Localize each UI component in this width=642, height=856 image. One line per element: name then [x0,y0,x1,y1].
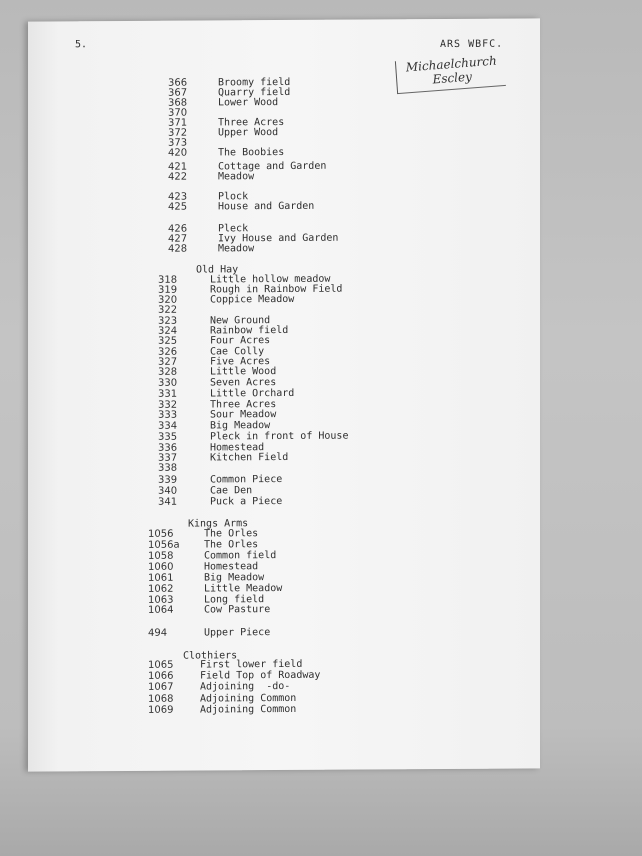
field-name: Three Acres [218,116,285,129]
field-number: 340 [158,485,178,497]
field-name: Cae Colly [210,346,265,358]
field-name: Rainbow field [210,324,289,337]
field-name: Quarry field [218,86,291,99]
field-number: 319 [158,284,178,296]
handwritten-annotation [395,53,509,97]
field-name: House and Garden [218,200,315,213]
field-number: 338 [158,462,178,474]
field-number: 368 [168,97,188,109]
field-number: 422 [168,171,188,183]
field-name: Plock [218,191,249,203]
document-page [28,18,540,771]
field-name: Adjoining Common [200,703,297,716]
field-name: Little hollow meadow [210,273,331,286]
field-number: 320 [158,294,178,306]
field-number: 426 [168,223,188,235]
field-number: 327 [158,356,178,368]
field-number: 366 [168,77,188,89]
field-name: Common Piece [210,474,283,486]
field-name: Seven Acres [210,377,277,389]
field-number: 1065 [148,659,174,671]
field-number: 1062 [148,583,174,595]
field-name: Field Top of Roadway [200,669,321,682]
field-number: 334 [158,420,178,432]
field-number: 367 [168,87,188,99]
field-name: First lower field [200,658,303,671]
field-name: Pleck [218,223,249,235]
field-name: Three Acres [210,399,277,411]
field-number: 420 [168,147,188,159]
field-name: Rough in Rainbow Field [210,283,343,296]
field-name: Long field [204,594,265,606]
field-name: Little Orchard [210,387,295,400]
field-number: 325 [158,335,178,347]
field-number: 318 [158,274,178,286]
field-name: Cottage and Garden [218,160,327,173]
field-name: Big Meadow [210,420,271,432]
field-name: Broomy field [218,76,291,89]
annotation-bracket [395,53,506,94]
field-number: 373 [168,137,188,149]
field-name: Ivy House and Garden [218,232,339,245]
page-number: 5. [75,39,88,51]
field-name: Coppice Meadow [210,293,295,306]
field-number: 425 [168,201,188,213]
field-number: 333 [158,409,178,421]
field-number: 1064 [148,604,174,616]
field-name: Kitchen Field [210,451,289,464]
field-name: Upper Piece [204,627,271,639]
field-name: Upper Wood [218,127,279,139]
field-name: Little Wood [210,366,277,378]
field-name: The Orles [204,539,259,551]
field-number: 1061 [148,572,174,584]
field-number: 1067 [148,681,174,693]
field-number: 1069 [148,704,174,716]
field-number: 1056a [148,539,180,551]
section-heading: Old Hay [196,264,239,276]
annotation-line-1: Michaelchurch [405,53,498,75]
field-name: Four Acres [210,335,271,347]
field-number: 427 [168,233,188,245]
field-name: Pleck in front of House [210,430,349,443]
field-number: 372 [168,127,188,139]
field-number: 1063 [148,594,174,606]
field-name: Little Meadow [204,583,283,595]
field-number: 1060 [148,561,174,573]
field-number: 331 [158,388,178,400]
field-number: 1066 [148,670,174,682]
field-number: 337 [158,452,178,464]
field-number: 328 [158,366,178,378]
field-number: 326 [158,346,178,358]
field-number: 324 [158,325,178,337]
section-heading: Clothiers [183,650,238,662]
field-number: 332 [158,399,178,411]
field-name: Cae Den [210,485,253,497]
field-name: Puck a Piece [210,496,283,508]
field-number: 428 [168,243,188,255]
field-number: 371 [168,117,188,129]
field-name: Meadow [218,243,255,255]
field-number: 341 [158,496,178,508]
field-number: 423 [168,191,188,203]
field-number: 336 [158,442,178,454]
annotation-line-2: Escley [432,69,473,87]
field-name: Lower Wood [218,97,279,109]
field-name: Big Meadow [204,572,265,584]
field-number: 335 [158,431,178,443]
field-number: 322 [158,304,178,316]
document-reference: ARS WBFC. [440,38,504,51]
field-name: Homestead [210,442,265,454]
field-name: The Orles [204,528,259,540]
field-name: Adjoining Common [200,692,297,705]
field-name: New Ground [210,315,271,327]
field-name: Meadow [218,171,255,183]
field-name: Common field [204,550,277,562]
field-number: 1068 [148,693,174,705]
field-number: 494 [148,627,168,639]
field-number: 339 [158,474,178,486]
field-number: 330 [158,377,178,389]
field-number: 1056 [148,528,174,540]
field-name: The Boobies [218,146,285,159]
field-name: Homestead [204,561,259,573]
field-name: Sour Meadow [210,409,277,421]
field-number: 421 [168,161,188,173]
field-name: Cow Pasture [204,604,271,616]
field-number: 1058 [148,550,174,562]
field-number: 370 [168,107,188,119]
field-name: Adjoining -do- [200,680,291,693]
field-name: Five Acres [210,356,271,368]
section-heading: Kings Arms [188,518,249,530]
field-number: 323 [158,315,178,327]
